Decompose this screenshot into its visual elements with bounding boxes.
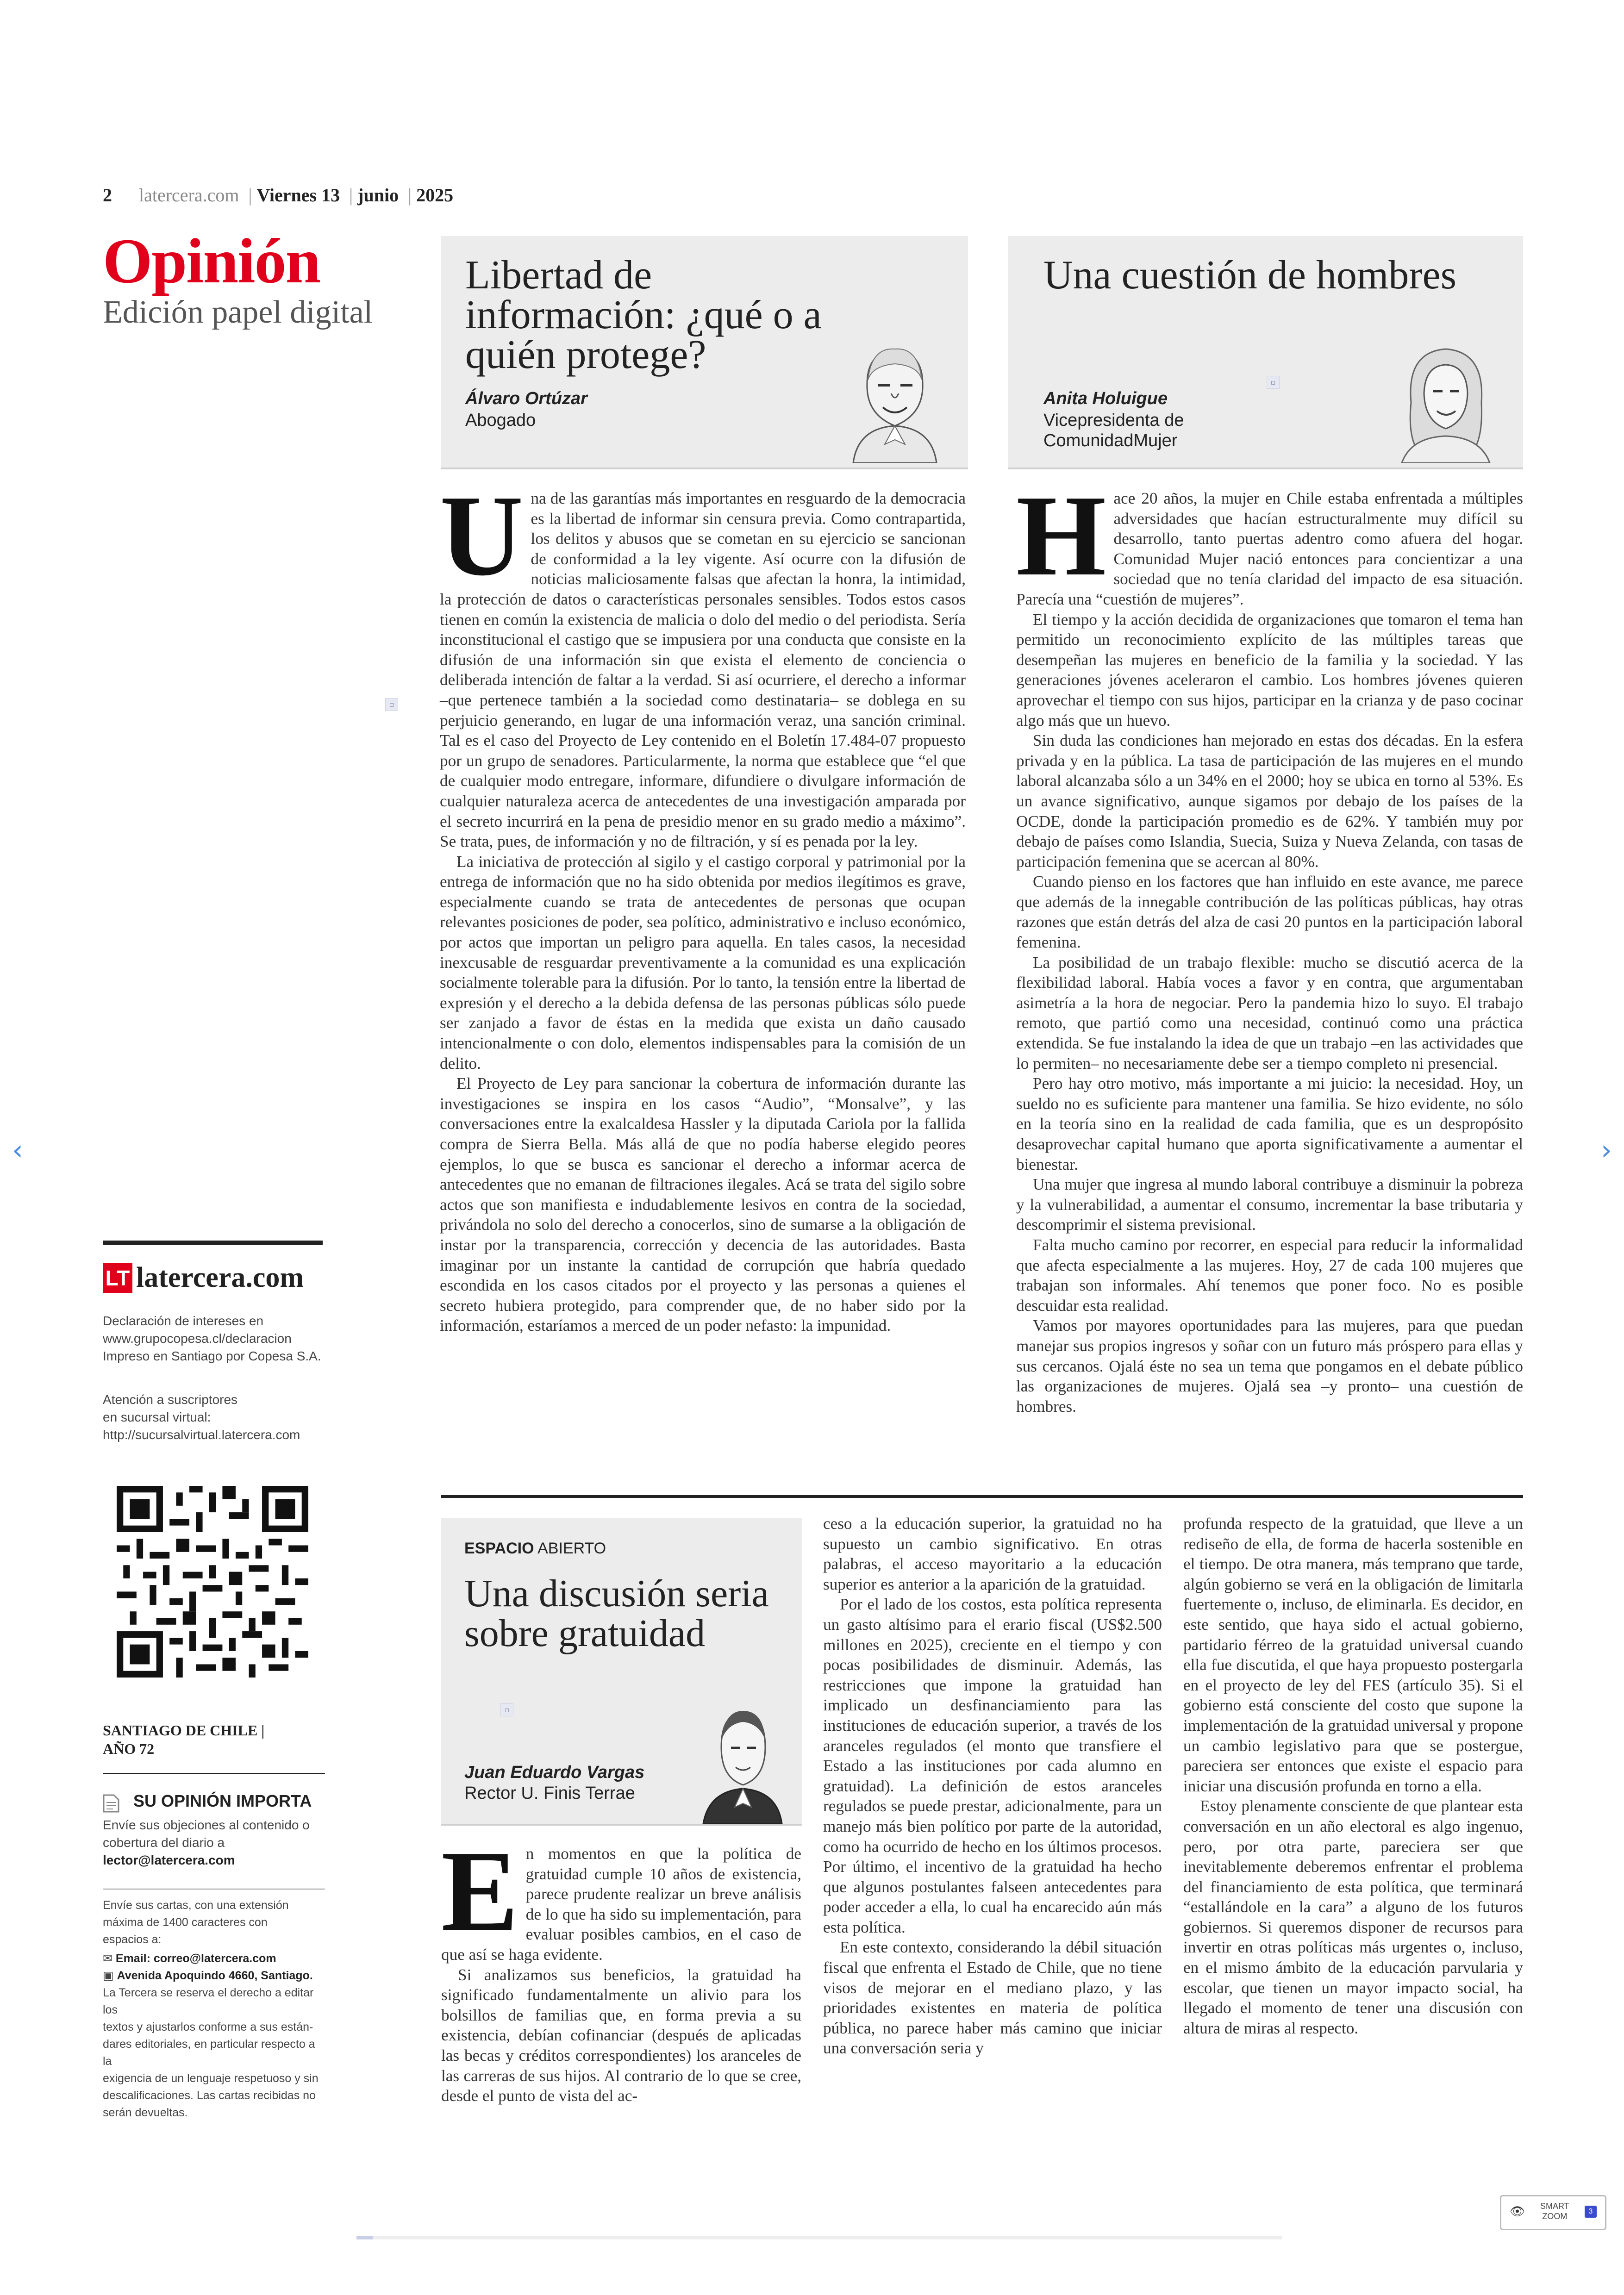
subscribers-block (103, 1391, 325, 1444)
article1-author: Álvaro Ortúzar (465, 389, 587, 408)
article2-author-role-line2: ComunidadMujer (1043, 431, 1178, 450)
article1-body (440, 472, 966, 1336)
scrollbar-thumb[interactable] (356, 2236, 373, 2239)
rights-line: dares editoriales, en particular respecto a la (103, 2038, 315, 2068)
city-name: SANTIAGO DE CHILE | (103, 1722, 265, 1739)
article2-paragraph: ace 20 años, la mujer en Chile estaba enfrentada a múltiples adversidades que hacían estructuralmente muy difícil su desarrollo, tanto puertas adentro como afuera del hogar. Comunidad Mujer nació entonces para concientizar a una sociedad que no tenía claridad del impacto de esa situación. Parecía una “cuestión de mujeres”. (1016, 489, 1523, 608)
article1-paragraph: El Proyecto de Ley para sancionar la cobertura de información durante las investigaciones se inspira en los casos “Audio”, “Monsalve”, y las conversaciones entre la exalcaldesa Hassler y la diputada Cariola por la fallida compra de Sierra Bella. Más allá de que no podía haberse elegido peores ejemplos, lo que se busca es sancionar el derecho a informar acerca de antecedentes que no emanan de filtraciones ilegales. Acá se trata del sigilo sobre actos que son manifiesta e indudablemente lesivos en contra de la sociedad, privándola no solo del derecho a conocerlos, sino de sumarse a la obligación de instar por la transparencia, corrección y decencia de las autoridades. Basta imaginar por un instante la cantidad de corrupción que habría quedado escondida en los casos citados por el proyecto y las personas a quienes el secreto hubiera protegido, para comprender que, de no haber sido por la información, estaríamos a merced de un poder nefasto: la impunidad. (440, 1074, 966, 1335)
opinion-line: Envíe sus objeciones al contenido o (103, 1818, 310, 1832)
smart-zoom-label: SMART (1540, 2201, 1569, 2211)
address-icon: ▣ (103, 1969, 114, 1982)
section-title: Opinión (103, 225, 320, 296)
article1-author-role: Abogado (465, 411, 536, 430)
letters-line: espacios a: (103, 1933, 162, 1946)
eye-icon: 👁 (1510, 2205, 1525, 2219)
smart-zoom-button[interactable] (1500, 2195, 1606, 2230)
article2-paragraph: Vamos por mayores oportunidades para las mujeres, para que puedan manejar sus propios ingresos y soñar con un futuro más próspero para ellas y sus cercanos. Ojalá éste no sea un tema que pongamos en el debate público las organizaciones de mujeres. Ojalá sea –y pronto– una cuestión de hombres. (1016, 1316, 1523, 1416)
sidebar-rule (103, 1241, 323, 1245)
smart-zoom-badge: 3 (1585, 2206, 1597, 2218)
article3-kicker (464, 1540, 606, 1558)
article1-title: Libertad de información: ¿qué o a quién protege? (465, 253, 822, 377)
section-subtitle: Edición papel digital (103, 294, 373, 330)
declaration-line: Declaración de intereses en (103, 1314, 264, 1328)
image-placeholder-icon: ▫ (385, 698, 398, 711)
article3-column-1 (441, 1827, 801, 2106)
subscribers-line: Atención a suscriptores (103, 1392, 238, 1407)
opinion-block (103, 1791, 325, 1869)
rights-line: serán devueltas. (103, 2106, 188, 2119)
author-portrait (1393, 333, 1499, 463)
article2-paragraph: Una mujer que ingresa al mundo laboral contribuye a disminuir la pobreza y la vulnerabilidad, a aumentar el consumo, incrementar la base tributaria y descomprimir el sistema previsional. (1016, 1175, 1523, 1234)
article3-dropcap: E (441, 1827, 518, 1955)
latercera-logo[interactable] (103, 1261, 304, 1298)
sidebar-divider (103, 1889, 325, 1890)
rights-line: La Tercera se reserva el derecho a editar los (103, 1986, 314, 2016)
article2-body (1016, 472, 1523, 1416)
logo-mark: LT (103, 1263, 132, 1293)
article2-title: Una cuestión de hombres (1043, 253, 1456, 298)
qr-code[interactable] (117, 1486, 308, 1678)
year-label: AÑO 72 (103, 1740, 155, 1757)
letters-block (103, 1897, 325, 2121)
article2-paragraph: La posibilidad de un trabajo flexible: mucho se discutió acerca de la flexibilidad laboral. Había voces a favor y en contra, que argumentaban asimetría a la hora de negociar. Pero la pandemia hizo lo suyo. El trabajo remoto, que partió como una necesidad, continuó como una práctica extendida. Se fue instalando la idea de que un trabajo –en las actividades que lo permiten– no necesariamente debe ser a tiempo completo ni presencial. (1016, 953, 1523, 1073)
smart-zoom-label: ZOOM (1542, 2212, 1568, 2221)
article3-header-box (441, 1518, 802, 1826)
rights-line: descalificaciones. Las cartas recibidas no (103, 2089, 316, 2102)
header-weekday: Viernes 13 (256, 185, 340, 206)
article2-author-role-line1: Vicepresidenta de (1043, 411, 1184, 430)
article2-paragraph: Cuando pienso en los factores que han influido en este avance, me parece que además de la innegable contribución de las políticas públicas, hay otras razones que están detrás del alza de casi 20 puntos en la participación laboral femenina. (1016, 873, 1523, 952)
article3-paragraph: profunda respecto de la gratuidad, que lleve a un rediseño de ella, de forma de hacerla sostenible en el tiempo. De otra manera, más temprano que tarde, algún gobierno se verá en la obligación de limitarla fuertemente o, incluso, de eliminarla. Es decidor, en este sentido, que haya sido el actual gobierno, partidario férreo de la gratuidad universal cuando ella fue discutida, el que haya propuesto postergarla en el proyecto de ley del FES (artículo 35). Si el gobierno está consciente del costo que supone la implementación de la gratuidad universal y propone un cambio legislativo para que se postergue, pareciera ser entonces que existe el espacio para iniciar una discusión profunda en torno a ella. (1183, 1515, 1523, 1795)
declaration-block (103, 1312, 325, 1365)
letters-line: Envíe sus cartas, con una extensión (103, 1899, 289, 1912)
article3-column-2 (823, 1514, 1162, 2058)
chevron-left-icon[interactable]: ‹ (12, 1134, 23, 1166)
article3-column-3 (1183, 1514, 1523, 2038)
author-portrait (849, 333, 941, 463)
article3-paragraph: Estoy plenamente consciente de que plantear esta conversación en un año electoral es algo ingenuo, pero, por otra parte, pareciera ser que inevitablemente deberemos enfrentar el problema del financiamiento de esta política, que terminará “estallándole en la cara” a alguno de los futuros gobiernos. Si queremos disponer de recursos para invertir en otras políticas más urgentes o, incluso, en el mismo ámbito de la educación parvularia y escolar, que tienen un mayor impacto social, ha llegado el momento de tener una discusión con altura de miras al respecto. (1183, 1797, 1523, 2037)
article3-paragraph: Si analizamos sus beneficios, la gratuidad ha significado fundamentalmente un alivio para los bolsillos de familias que, en forma previa a su existencia, debían cofinanciar (después de aplicadas las becas y créditos correspondientes) los aranceles de las carreras de sus hijos. Al contrario de lo que se cree, desde el punto de vista del ac- (441, 1965, 801, 2105)
article3-title: Una discusión seria sobre gratuidad (464, 1572, 769, 1655)
subscribers-link[interactable]: http://sucursalvirtual.latercera.com (103, 1428, 300, 1442)
contact-email[interactable]: Email: correo@latercera.com (115, 1952, 276, 1965)
header-site[interactable]: latercera.com (139, 185, 239, 206)
article3-author: Juan Eduardo Vargas (464, 1763, 645, 1782)
header-year: 2025 (416, 185, 454, 206)
opinion-title: SU OPINIÓN IMPORTA (133, 1791, 312, 1810)
opinion-line: cobertura del diario a (103, 1835, 225, 1850)
header-month: junio (357, 185, 399, 206)
logo-name: latercera.com (136, 1262, 304, 1293)
declaration-link[interactable]: www.grupocopesa.cl/declaracion (103, 1331, 292, 1346)
article2-header-box (1008, 236, 1523, 469)
article3-kicker-bold: ESPACIO (464, 1540, 534, 1557)
page-header: 2 latercera.com | Viernes 13 | junio | 2025 (103, 185, 454, 206)
document-icon (103, 1794, 119, 1813)
article2-paragraph: Pero hay otro motivo, más importante a mi juicio: la necesidad. Hoy, un sueldo no es suficiente para mantener una familia. Se hizo evidente, no sólo en la teoría sino en la realidad de cada familia, que es un despropósito desaprovechar capital humano que aporta significativamente a aumentar el bienestar. (1016, 1074, 1523, 1173)
horizontal-scrollbar[interactable] (356, 2236, 1282, 2239)
opinion-email[interactable]: lector@latercera.com (103, 1853, 235, 1867)
article3-kicker-rest: ABIERTO (537, 1540, 606, 1557)
section-divider (441, 1495, 1523, 1498)
letters-line: máxima de 1400 caracteres con (103, 1916, 268, 1929)
article1-paragraph: na de las garantías más importantes en resguardo de la democracia es la libertad de informar sin censura previa. Como contrapartida, los delitos y abusos que se cometan en su ejercicio se sancionan de conformidad a la ley vigente. Así ocurre con la difusión de noticias maliciosamente falsas que afectan la honra, la intimidad, la protección de datos o características personales sensibles. Todos estos casos tienen en común la existencia de malicia o dolo del medio o del periodista. Sería inconstitucional el castigo que se impusiera por una conducta que consiste en la difusión de una información sin que exista el elemento de conciencia o deliberada intención de faltar a la verdad. Si así ocurriere, el derecho a informar –que pertenece también a la sociedad como destinataria– se doblega en su perjuicio generando, en lugar de una información veraz, una sanción criminal. Tal es el caso del Proyecto de Ley contenido en el Boletín 17.484-07 propuesto por un grupo de senadores. Particularmente, la norma que establece que “el que de cualquier modo entregare, informare, difundiere o divulgare información de cualquier naturaleza acerca de antecedentes de una investigación amparada por el secreto incurrirá en la pena de presidio menor en su grado medio a máximo”. Se trata, pues, de información y no de filtración, y sí es penada por la ley. (440, 489, 966, 851)
rights-line: exigencia de un lenguaje respetuoso y sin (103, 2072, 319, 2085)
email-icon: ✉ (103, 1952, 112, 1965)
article3-paragraph: Por el lado de los costos, esta política representa un gasto altísimo para el erario fiscal (US$2.500 millones en 2025), creciente en el tiempo y con pocas posibilidades de disminuir. Además, las restricciones que impone la gratuidad han implicado un desfinanciamiento para las instituciones de educación superior, a través de los aranceles regulados (el monto que transfiere el Estado a las instituciones por cada alumno en gratuidad). La definición de estos aranceles regulados se puede prestar, adicionalmente, para un manejo más bien político por parte de la autoridad, como ha ocurrido de hecho en los últimos procesos. Por último, el incentivo de la gratuidad ha hecho que algunos postulantes falseen antecedentes para poder acceder a ella, lo cual ha encarecido aún más esta política. (823, 1595, 1162, 1936)
image-placeholder-icon: ▫ (500, 1703, 513, 1716)
article2-paragraph: El tiempo y la acción decidida de organizaciones que tomaron el tema han permitido un reconocimiento explícito de las múltiples tareas que desempeñan las mujeres en beneficio de la familia y la sociedad. Y las generaciones jóvenes aceleraron el cambio. Los hombres jóvenes quieren aprovechar el tiempo con sus hijos, participar en la crianza y de paso cocinar algo más que un huevo. (1016, 610, 1523, 730)
article3-paragraph: ceso a la educación superior, la gratuidad no ha supuesto un cambio significativo. En otras palabras, el acceso mayoritario a la educación superior es anterior a la aparición de la gratuidad. (823, 1515, 1162, 1593)
declaration-line: Impreso en Santiago por Copesa S.A. (103, 1349, 321, 1363)
article2-paragraph: Sin duda las condiciones han mejorado en estas dos décadas. En la esfera privada y en la pública. La tasa de participación de las mujeres en el mundo laboral alcanzaba sólo a un 34% en el 2000; hoy se ubica en torno al 53%. Es un avance significativo, aunque sigamos por debajo de los países de la OCDE, donde la participación promedio es de 62%. Y también muy por debajo de países como Islandia, Suecia, Suiza y Nueva Zelanda, con tasas de participación femenina que se acercan al 80%. (1016, 731, 1523, 871)
article3-paragraph: n momentos en que la política de gratuidad cumple 10 años de existencia, parece prudente realizar un breve análisis de lo que ha sido su implementación, para evaluar posibles cambios, en el caso de que así se haga evidente. (441, 1845, 801, 1964)
contact-address: Avenida Apoquindo 4660, Santiago. (117, 1969, 313, 1982)
rights-line: textos y ajustarlos conforme a sus están- (103, 2021, 313, 2033)
chevron-right-icon[interactable]: › (1601, 1134, 1612, 1166)
article3-paragraph: En este contexto, considerando la débil situación fiscal que enfrenta el Estado de Chile, que no tiene visos de mejorar en el mediano plazo, y las prioridades existentes en materia de política pública, no parece haber más camino que iniciar una conversación seria y (823, 1938, 1162, 2058)
sidebar-divider (103, 1773, 325, 1774)
article1-paragraph: La iniciativa de protección al sigilo y el castigo corporal y patrimonial por la entrega de información que no ha sido obtenida por medios ilegítimos es grave, especialmente cuando se trata de antecedentes de personas que ocupan relevantes posiciones de poder, sea político, administrativo e incluso económico, por actos que importan un peligro para aquella. En tales casos, la necesidad inexcusable de resguardar preventivamente a la comunidad es una explicación socialmente tolerable para la difusión. Por lo tanto, la tensión entre la libertad de expresión y el derecho a la debida defensa de las personas públicas sólo puede ser zanjado a favor de éstas en la medida que exista un daño causado intencionalmente o con dolo, elementos indispensables para la comisión de un delito. (440, 852, 966, 1073)
image-placeholder-icon: ▫ (1267, 376, 1280, 389)
city-label (103, 1721, 264, 1758)
page-number: 2 (103, 185, 112, 206)
article2-dropcap: H (1016, 472, 1106, 600)
article1-dropcap: U (440, 472, 524, 600)
article2-author: Anita Holuigue (1043, 389, 1168, 408)
author-portrait (700, 1703, 784, 1824)
article1-header-box (441, 236, 968, 469)
article3-author-role: Rector U. Finis Terrae (464, 1784, 635, 1803)
subscribers-line: en sucursal virtual: (103, 1410, 211, 1424)
article2-paragraph: Falta mucho camino por recorrer, en especial para reducir la informalidad que afecta especialmente a las mujeres. Hoy, 27 de cada 100 mujeres que trabajan son informales. Ahí tenemos que poner foco. No es posible descuidar esta realidad. (1016, 1235, 1523, 1315)
